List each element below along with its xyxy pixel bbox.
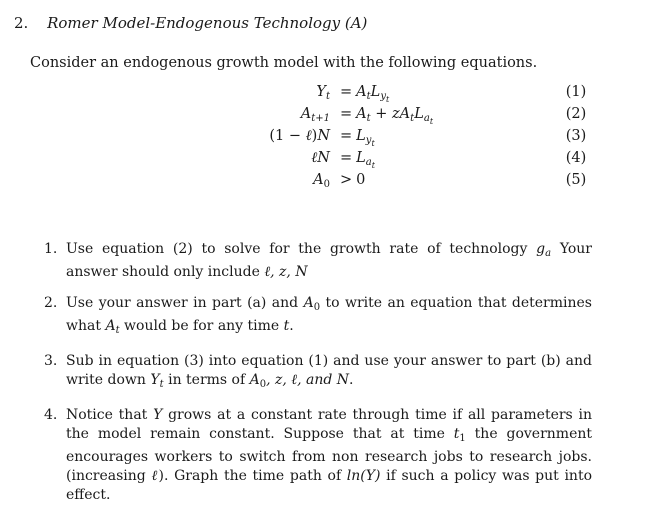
intro-text: Consider an endogenous growth model with the following equations. [30, 55, 538, 71]
math-Y-sub: t [159, 379, 164, 390]
math-A0-sub: 0 [313, 302, 321, 313]
question-4 [44, 406, 592, 505]
math-t: t [283, 318, 290, 334]
math-A0-sub: 0 [259, 379, 267, 390]
question-1-text-after: Your answer should only include [66, 241, 592, 280]
question-3-text-mid: in terms of [163, 372, 250, 388]
equation-3-lhs: (1 − ℓ)N [269, 128, 330, 144]
equation-4-rhs: = $L_{a_t}$ [340, 150, 375, 170]
question-4-text-a: Notice that [66, 407, 154, 423]
question-2 [44, 294, 592, 340]
math-g-sub: a [545, 248, 552, 259]
question-1-marker: 1. [44, 241, 58, 257]
question-2-marker: 2. [44, 295, 58, 311]
math-lnY: ln(Y) [346, 468, 381, 484]
problem-title: Romer Model-Endogenous Technology (A) [47, 14, 368, 32]
equation-5-number: (5) [565, 172, 587, 188]
math-g: g [536, 241, 546, 257]
question-2-text-after: would be for any time [119, 318, 284, 334]
equation-3-rhs: = $L_{y_t}$ [340, 128, 375, 148]
question-2-text-end: . [289, 318, 294, 334]
equation-5-lhs: $A_0$ [313, 172, 330, 190]
question-4-text-d: ). Graph the time path of [158, 468, 347, 484]
question-1-text: Use equation (2) to solve for the growth rate of technology [66, 241, 537, 257]
math-Y: Y [153, 407, 163, 423]
equation-2-lhs: $A_{t+1}$ [300, 106, 330, 124]
math-variables: , z, ℓ, and N [266, 372, 350, 388]
math-t1: t [453, 426, 460, 442]
problem-heading [14, 14, 367, 32]
equation-1-rhs: = $A_tL_{y_t}$ [340, 84, 390, 104]
equation-5-rhs: > 0 [340, 172, 366, 188]
equation-3-number: (3) [565, 128, 587, 144]
question-3-marker: 3. [44, 353, 58, 369]
equation-1-lhs: $Y_t$ [316, 84, 330, 102]
math-t1-sub: 1 [459, 433, 466, 444]
math-Y: Y [150, 372, 160, 388]
math-At-sub: t [115, 325, 120, 336]
math-At: A [105, 318, 116, 334]
equation-4-number: (4) [565, 150, 587, 166]
question-4-text-c: the government encourages workers to switch from non research jobs to research jobs. (increasing [66, 426, 592, 484]
equation-2-rhs: = $A_t + zA_tL_{a_t}$ [340, 106, 434, 126]
question-2-text-mid: to write an equation that determines what [66, 295, 592, 334]
math-variables: ℓ, z, N [264, 264, 308, 280]
math-A0: A [249, 372, 260, 388]
question-2-text: Use your answer in part (a) and [66, 295, 304, 311]
equation-4-lhs: ℓN [311, 150, 330, 166]
question-4-text-b: grows at a constant rate through time if all parameters in the model remain constant. Suppose that at time [66, 407, 592, 442]
question-list [44, 240, 592, 517]
math-ell: ℓ [151, 468, 159, 484]
equation-1-number: (1) [565, 84, 587, 100]
question-1 [44, 240, 592, 282]
question-3-text: Sub in equation (3) into equation (1) and use your answer to part (b) and write down [66, 353, 592, 388]
problem-number: 2. [14, 14, 29, 32]
math-A0: A [303, 295, 314, 311]
question-3-text-end: . [349, 372, 354, 388]
question-4-marker: 4. [44, 407, 58, 423]
question-3 [44, 352, 592, 394]
question-4-text-e: if such a policy was put into effect. [66, 468, 592, 503]
equation-2-number: (2) [565, 106, 587, 122]
